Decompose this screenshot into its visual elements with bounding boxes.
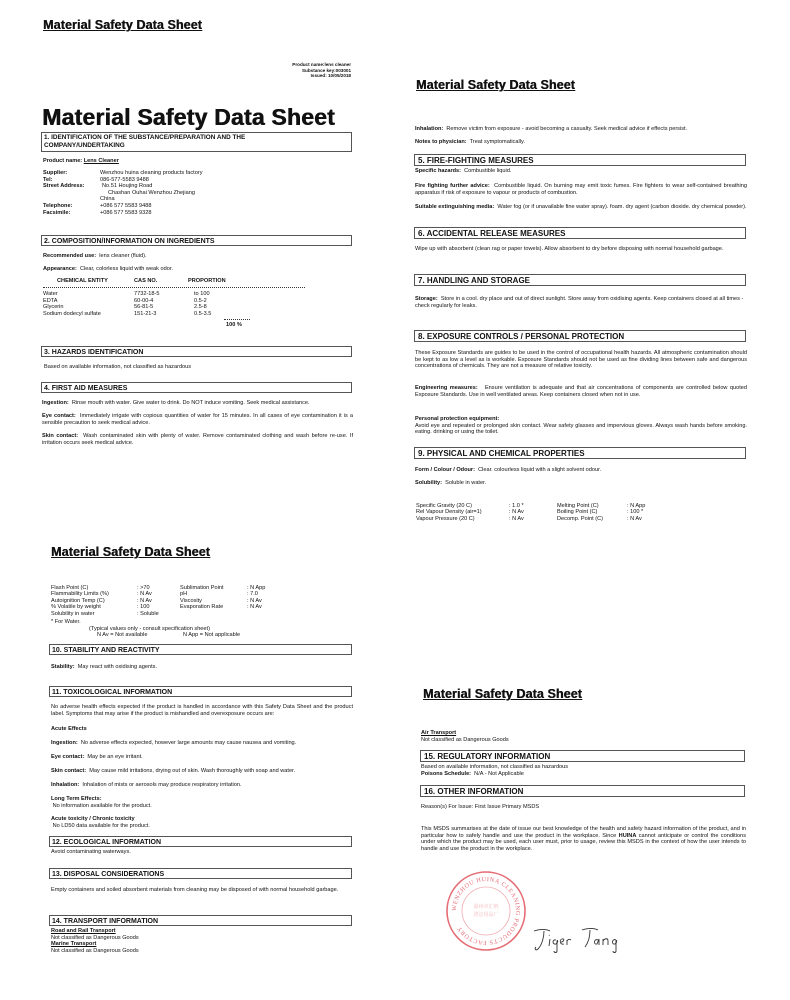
air-transport-text: Not classified as Dangerous Goods xyxy=(421,736,509,743)
inhalation-text: Remove victim from exposure - avoid becoming a casualty. Seek medical advice if effects persist. xyxy=(446,126,688,132)
specific-hazards-text: Combustible liquid. xyxy=(464,168,512,174)
form-colour-odour xyxy=(415,467,601,474)
supplier-row-label: Tel: xyxy=(43,176,53,183)
section-1-title-line2: COMPANY/UNDERTAKING xyxy=(44,141,125,149)
ppe-label: Personal protection equipment: xyxy=(415,416,500,422)
footnote-water: * For Water. xyxy=(51,619,81,625)
ingredient-proportion: 0.5-3.5 xyxy=(194,310,212,317)
long-term-effects xyxy=(51,796,152,809)
supplier-row-label: Facsimile: xyxy=(43,209,71,216)
section-1-header xyxy=(41,132,352,152)
tox-skin-label: Skin contact: xyxy=(51,768,87,774)
storage-label: Storage: xyxy=(415,296,438,302)
supplier-row xyxy=(43,177,203,184)
extinguishing-media xyxy=(415,204,747,211)
solubility xyxy=(415,480,486,487)
inhalation-label: Inhalation: xyxy=(415,126,444,132)
fire-fighting-advice xyxy=(415,183,747,196)
supplier-row-value: +086 577 5583 9328 xyxy=(100,209,152,216)
stamp-icon xyxy=(445,870,527,952)
section-16-header: 16. OTHER INFORMATION xyxy=(420,785,745,797)
product-name-label: Product name: xyxy=(43,158,83,164)
acute-chronic-toxicity xyxy=(51,816,150,829)
notes-to-physician xyxy=(415,139,525,146)
product-name-info: Product name:lens cleaner xyxy=(292,62,351,67)
supplier-row xyxy=(43,196,203,203)
properties-table-a xyxy=(416,503,676,522)
property-name: Solubility in water xyxy=(51,610,95,617)
supplier-row xyxy=(43,203,203,210)
notes-label: Notes to physician: xyxy=(415,139,467,145)
property-value: : 100 xyxy=(137,604,150,611)
ingredients-table xyxy=(43,278,305,331)
disclaimer-part1: This MSDS summarises at the date of issue our best knowledge of the health and safety hazard information of the product, and in particular how to safely handle and use the product in the workplace. Since xyxy=(421,826,746,839)
acute-effects-heading: Acute Effects xyxy=(51,726,87,732)
eye-text: Immediately irrigate with copious quantities of water for 15 minutes. In all cases of eye contamination it is a sensible precaution to seek medical advice. xyxy=(42,413,354,426)
ingredient-row xyxy=(43,311,305,318)
property-name: Melting Point (C) xyxy=(557,503,599,509)
toxicology-intro: No adverse health effects expected if the product is handled in accordance with this Safety Data Sheet and the product label. Symptoms that may arise if the product is mishandled and overexposure occurs are: xyxy=(51,704,353,717)
ingredient-name: EDTA xyxy=(43,297,58,304)
issued-date-info: Issued: 10/05/2018 xyxy=(310,73,351,79)
property-value: : >70 xyxy=(137,585,150,591)
long-term-text: No information available for the product. xyxy=(52,802,152,809)
specific-hazards xyxy=(415,168,511,175)
skin-label: Skin contact: xyxy=(42,433,79,439)
section-2-header: 2. COMPOSITION/INFORMATION ON INGREDIENTS xyxy=(41,235,352,246)
product-name-value: Lens Cleaner xyxy=(83,158,119,164)
ppe-text: Avoid eye and repeated or prolonged skin contact. Wear safety glasses and impervious gloves. Always wash hands before smoking. eating. drinking or using the toilet. xyxy=(415,422,747,436)
property-value: : N Av xyxy=(247,604,262,611)
ingredient-cas: 56-81-5 xyxy=(134,304,154,311)
property-value: : N App xyxy=(247,585,266,591)
tox-eye-label: Eye contact: xyxy=(51,754,85,760)
property-value: : N Av xyxy=(509,515,524,522)
signature-icon xyxy=(530,925,625,955)
tox-ingestion xyxy=(51,740,296,747)
notes-text: Treat symptomatically. xyxy=(469,139,525,145)
property-name: Flash Point (C) xyxy=(51,585,89,591)
section-8-header: 8. EXPOSURE CONTROLS / PERSONAL PROTECTION xyxy=(414,330,746,342)
personal-protection xyxy=(415,416,747,436)
tox-ingestion-label: Ingestion: xyxy=(51,740,78,746)
supplier-row-label: Street Address: xyxy=(43,183,85,190)
svg-text:WENZHOU HUINA CLEANING PRODUCT xyxy=(451,876,521,946)
signature xyxy=(530,925,625,960)
tox-ingestion-text: No adverse effects expected, however large amounts may cause nausea and vomiting. xyxy=(80,740,297,746)
toxicity-text: No LD50 data available for the product. xyxy=(52,822,150,829)
supplier-row-label: Supplier: xyxy=(43,170,68,176)
appearance-value: Clear, colorless liquid with weak odor. xyxy=(80,266,173,272)
specific-hazards-label: Specific hazards: xyxy=(415,168,462,174)
section-4-header: 4. FIRST AID MEASURES xyxy=(41,382,352,393)
media-label: Suitable extinguishing media: xyxy=(415,204,495,210)
transport-info xyxy=(51,928,139,954)
appearance xyxy=(43,266,173,273)
napp-legend: N App = Not applicable xyxy=(183,632,241,638)
media-text: Water fog (or if unavailable fine water spray). foam. dry agent (carbon dioxide. dry chemical powder). xyxy=(497,204,747,210)
hazards-text: Based on available information, not classified as hazardous xyxy=(44,364,192,370)
property-name: Boiling Point (C) xyxy=(557,509,598,516)
advice-label: Fire fighting further advice: xyxy=(415,183,490,189)
toxicity-label: Acute toxicity / Chronic toxicity xyxy=(51,816,135,822)
property-value: : Soluble xyxy=(137,610,159,617)
disclaimer xyxy=(421,826,746,852)
ingredient-name: Water xyxy=(43,291,58,297)
company-stamp xyxy=(445,870,527,952)
regulatory-info xyxy=(421,764,568,777)
road-rail-text: Not classified as Dangerous Goods xyxy=(51,934,139,941)
ingestion-text: Rinse mouth with water. Give water to drink. Do NOT induce vomiting. Seek medical assistance. xyxy=(71,400,310,406)
engineering-measures xyxy=(415,385,747,398)
property-value: : N Av xyxy=(247,597,262,604)
recommended-use xyxy=(43,253,147,260)
property-value: : N App xyxy=(627,503,646,509)
property-row xyxy=(416,516,676,522)
section-7-header: 7. HANDLING AND STORAGE xyxy=(414,274,746,286)
section-5-header: 5. FIRE-FIGHTING MEASURES xyxy=(414,154,746,166)
svg-text:温州市汇纳: 温州市汇纳 xyxy=(473,904,499,910)
supplier-row-value: +086 577 5583 9488 xyxy=(100,202,152,209)
ingredients-table-header xyxy=(43,278,305,288)
stability-label: Stability: xyxy=(51,664,75,670)
ingredient-cas: 151-21-3 xyxy=(134,310,157,317)
disclaimer-brand: HUINA xyxy=(618,832,637,839)
section-3-header: 3. HAZARDS IDENTIFICATION xyxy=(41,346,352,357)
solubility-label: Solubility: xyxy=(415,480,443,486)
document-info xyxy=(240,62,351,79)
tox-skin-text: May cause mild irritations, drying out of skin. Wash thoroughly with soap and water. xyxy=(89,768,296,774)
accidental-release-text: Wipe up with absorbent (clean rag or paper towels). Allow absorbent to dry before disposing with normal household garbage. xyxy=(415,246,724,252)
column-cas-no: CAS NO. xyxy=(134,278,158,284)
property-value: : N Av xyxy=(509,509,524,516)
column-chemical-entity: CHEMICAL ENTITY xyxy=(57,278,108,284)
property-value: : N Av xyxy=(627,515,642,522)
engineering-label: Engineering measures: xyxy=(415,385,478,391)
property-name: Specific Gravity (20 C) xyxy=(416,503,472,509)
ingredient-proportion: 0.5-2 xyxy=(194,297,207,304)
property-name: pH xyxy=(180,591,188,598)
section-11-header: 11. TOXICOLOGICAL INFORMATION xyxy=(49,686,352,697)
exposure-intro: These Exposure Standards are guides to be used in the control of occupational health hazards. All atmospheric contamination should be kept to as low a level as is workable. Exposure Standards should not be used as fine dividing lines between safe and dangerous concentrations of chemicals. They are not a measure of relative toxicity. xyxy=(415,350,747,370)
form-label: Form / Colour / Odour: xyxy=(415,467,475,473)
property-name: % Volatile by weight xyxy=(51,604,101,611)
svg-text:清洁用品厂: 清洁用品厂 xyxy=(473,912,499,918)
appearance-label: Appearance: xyxy=(43,266,77,272)
poisons-text: N/A - Not Applicable xyxy=(474,770,524,777)
tox-eye-text: May be an eye irritant. xyxy=(87,754,143,760)
ingredient-cas: 60-00-4 xyxy=(134,297,154,304)
advice-text: Combustible liquid. On burning may emit toxic fumes. Fire fighters to wear self-contained breathing apparatus if risk of exposure to vapour or products of combustion. xyxy=(415,183,748,196)
supplier-row-value: Wenzhou huina cleaning products factory xyxy=(100,170,203,176)
reason-for-issue: Reason(s) For Issue: First Issue Primary MSDS xyxy=(421,804,540,810)
stability-text: May react with oxidising agents. xyxy=(77,664,158,670)
property-value: : 1.0 * xyxy=(509,503,524,509)
supplier-row-value: Chashan Ouhai Wenzhou Zhejiang xyxy=(108,189,195,196)
property-value: : 7.0 xyxy=(247,591,258,598)
ecological-text: Avoid contaminating waterways. xyxy=(51,849,131,855)
tox-inhalation xyxy=(51,782,242,789)
section-1-title-line1: 1. IDENTIFICATION OF THE SUBSTANCE/PREPARATION AND THE xyxy=(44,134,246,141)
storage-text: Store in a cool. dry place and out of direct sunlight. Store away from oxidising agents. Keep containers closed at all times - check regularly for leaks. xyxy=(415,296,744,309)
supplier-row xyxy=(43,190,203,197)
tox-eye xyxy=(51,754,143,761)
engineering-text: Ensure ventilation is adequate and that air concentrations of components are controlled below quoted Exposure Standards. Use in well ventilated areas. Keep containers closed when not in use. xyxy=(415,385,747,398)
section-10-header: 10. STABILITY AND REACTIVITY xyxy=(49,644,352,655)
long-term-label: Long Term Effects: xyxy=(51,796,102,802)
tox-inhalation-label: Inhalation: xyxy=(51,782,80,788)
first-aid-skin xyxy=(42,433,353,446)
page-header-title: Material Safety Data Sheet xyxy=(416,78,575,92)
ingredient-name: Glycerin xyxy=(43,304,64,311)
property-name: Sublimation Point xyxy=(180,585,224,591)
supplier-row-value: 086-577-5583 9488 xyxy=(100,176,149,183)
marine-text: Not classified as Dangerous Goods xyxy=(51,947,139,954)
solubility-text: Soluble in water. xyxy=(445,480,487,486)
ingredients-total xyxy=(43,317,305,331)
section-9-header: 9. PHYSICAL AND CHEMICAL PROPERTIES xyxy=(414,447,746,459)
typical-values-note: (Typical values only - consult specification sheet) xyxy=(89,626,210,632)
recommended-use-value: lens cleaner (fluid). xyxy=(99,253,147,259)
property-name: Autoignition Temp (C) xyxy=(51,597,105,604)
eye-label: Eye contact: xyxy=(42,413,76,419)
property-name: Viscosity xyxy=(180,597,202,604)
ingestion-label: Ingestion: xyxy=(42,400,69,406)
property-name: Evaporation Rate xyxy=(180,604,224,611)
ingredient-proportion: to 100 xyxy=(194,291,210,297)
property-value: : 100 * xyxy=(627,509,644,516)
air-transport-label: Air Transport xyxy=(421,730,457,736)
property-name: Rel Vapour Density (air=1) xyxy=(416,509,482,516)
ingredient-row xyxy=(43,298,305,305)
road-rail-label: Road and Rail Transport xyxy=(51,928,116,934)
substance-key-info: Substance key:003001 xyxy=(301,67,351,73)
product-name-row xyxy=(43,158,353,165)
stamp-text: WENZHOU HUINA CLEANING PRODUCTS FACTORY xyxy=(450,875,522,947)
total-divider xyxy=(224,317,250,320)
marine-label: Marine Transport xyxy=(51,941,97,948)
ingredient-proportion: 2.5-8 xyxy=(194,304,207,311)
page-header-title: Material Safety Data Sheet xyxy=(43,18,202,32)
tox-skin xyxy=(51,768,295,775)
first-aid-inhalation xyxy=(415,126,750,133)
total-value: 100 % xyxy=(226,322,242,329)
supplier-row-label xyxy=(43,190,100,197)
storage xyxy=(415,296,747,309)
supplier-row xyxy=(43,210,203,217)
first-aid-ingestion xyxy=(42,400,353,407)
page-header-title: Material Safety Data Sheet xyxy=(423,687,582,701)
column-proportion: PROPORTION xyxy=(188,278,226,284)
supplier-row-label xyxy=(43,196,100,203)
disclaimer-part2: cannot anticipate or control the conditions under which the product may be used, each user must, prior to usage, review this MSDS in the context of how the user intends to handle and use the product in the workplace. xyxy=(421,832,746,852)
property-row xyxy=(51,611,311,617)
section-12-header: 12. ECOLOGICAL INFORMATION xyxy=(49,836,352,847)
ingredient-name: Sodium dodecyl sulfate xyxy=(43,310,101,317)
supplier-row-label: Telephone: xyxy=(43,202,73,209)
poisons-label: Poisons Schedule: xyxy=(421,770,472,777)
main-title: Material Safety Data Sheet xyxy=(42,104,335,130)
supplier-row-value: No.51 Houjing Road xyxy=(102,183,153,190)
ingredient-cas: 7732-18-5 xyxy=(134,291,160,297)
form-text: Clear. colourless liquid with a slight solvent odour. xyxy=(478,467,602,473)
property-name: Decomp. Point (C) xyxy=(557,515,604,522)
section-14-header: 14. TRANSPORT INFORMATION xyxy=(49,915,352,926)
property-value: : N Av xyxy=(137,597,152,604)
properties-table-b xyxy=(51,585,311,617)
recommended-use-label: Recommended use: xyxy=(43,253,97,259)
section-15-header: 15. REGULATORY INFORMATION xyxy=(420,750,745,762)
supplier-row-value: China xyxy=(100,196,115,203)
supplier-row xyxy=(43,170,203,177)
section-13-header: 13. DISPOSAL CONSIDERATIONS xyxy=(49,868,352,879)
nav-legend: N Av = Not available xyxy=(97,632,148,638)
section-6-header: 6. ACCIDENTAL RELEASE MEASURES xyxy=(414,227,746,239)
ingredient-row xyxy=(43,304,305,311)
supplier-row xyxy=(43,183,203,190)
skin-text: Wash contaminated skin with plenty of water. Remove contaminated clothing and wash before re-use. If irritation occurs seek medical advice. xyxy=(42,433,353,446)
property-value: : N Av xyxy=(137,591,152,598)
tox-inhalation-text: Inhalation of mists or aerosols may produce respiratory irritation. xyxy=(82,782,242,788)
page-header-title: Material Safety Data Sheet xyxy=(51,545,210,559)
property-name: Flammability Limits (%) xyxy=(51,591,109,598)
stability xyxy=(51,664,157,671)
regulatory-text: Based on available information, not classified as hazardous xyxy=(421,764,569,770)
air-transport xyxy=(421,730,509,743)
property-name: Vapour Pressure (20 C) xyxy=(416,515,475,522)
disposal-text: Empty containers and soiled absorbent materials from cleaning may be disposed of with normal household garbage. xyxy=(51,887,339,893)
first-aid-eye xyxy=(42,413,353,426)
supplier-table xyxy=(43,170,203,216)
ingredient-row xyxy=(43,291,305,298)
